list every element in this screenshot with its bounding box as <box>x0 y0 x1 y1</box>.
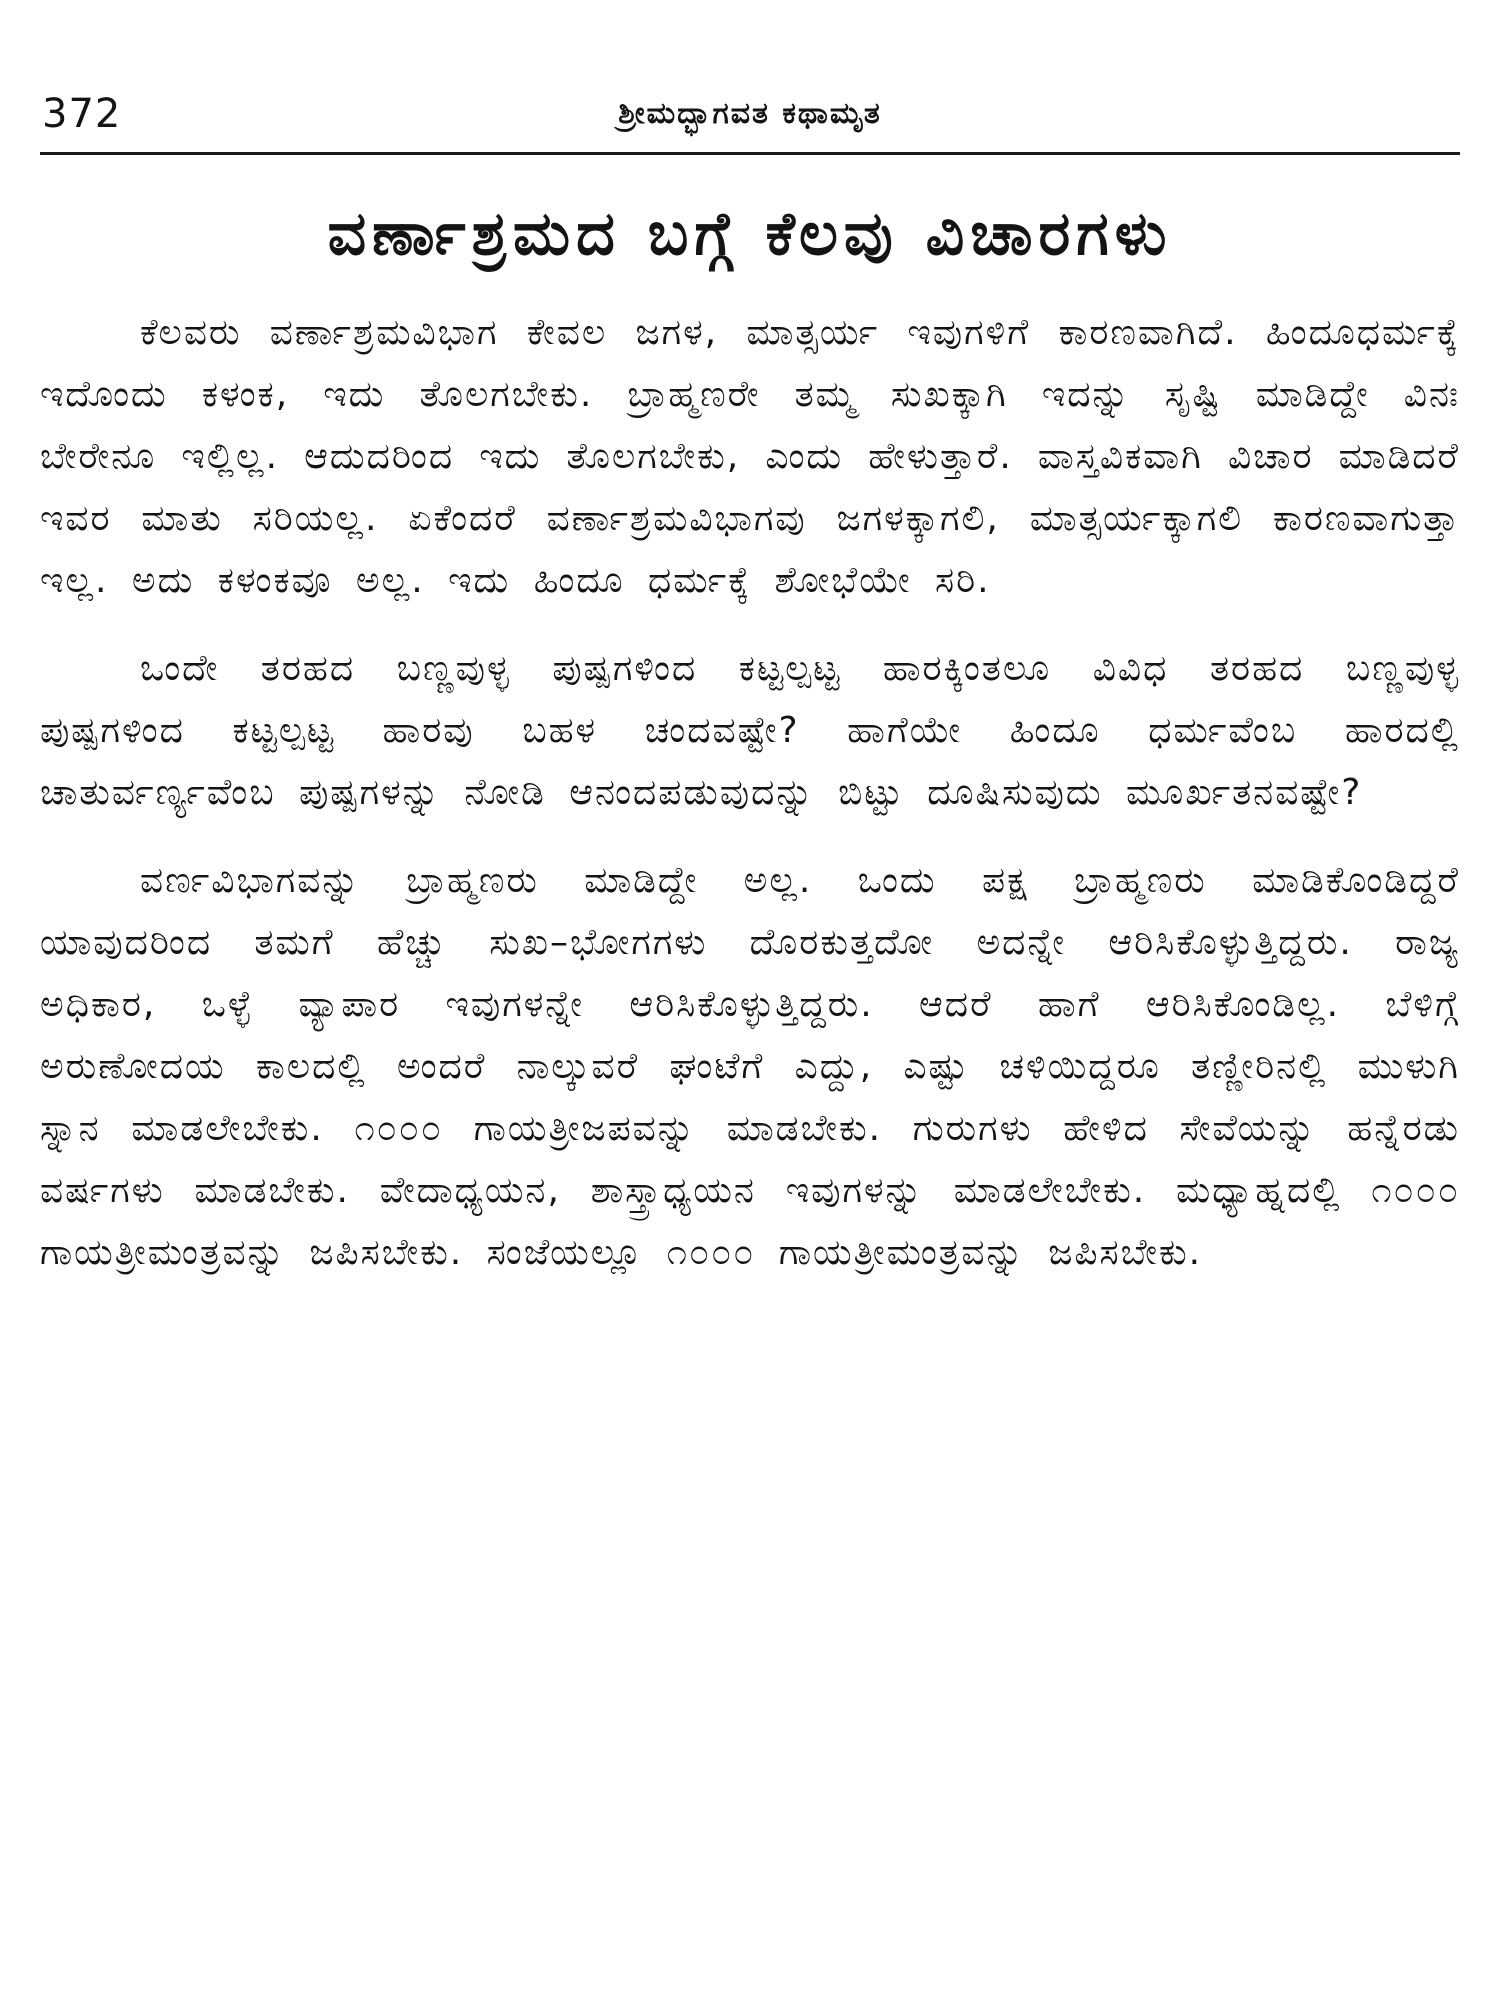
paragraph-1: ಕೆಲವರು ವರ್ಣಾಶ್ರಮವಿಭಾಗ ಕೇವಲ ಜಗಳ, ಮಾತ್ಸರ್ಯ ಇವುಗಳಿಗೆ ಕಾರಣವಾಗಿದೆ. ಹಿಂದೂಧರ್ಮಕ್ಕೆ ಇದೊಂದು ಕಳಂಕ, ಇದು ತೊಲಗಬೇಕು. ಬ್ರಾಹ್ಮಣರೇ ತಮ್ಮ ಸುಖಕ್ಕಾಗಿ ಇದನ್ನು ಸೃಷ್ಟಿ ಮಾಡಿದ್ದೇ ವಿನಃ ಬೇರೇನೂ ಇಲ್ಲಿಲ್ಲ. ಆದುದರಿಂದ ಇದು ತೊಲಗಬೇಕು, ಎಂದು ಹೇಳುತ್ತಾರೆ. ವಾಸ್ತವಿಕವಾಗಿ ವಿಚಾರ ಮಾಡಿದರೆ ಇವರ ಮಾತು ಸರಿಯಲ್ಲ. ಏಕೆಂದರೆ ವರ್ಣಾಶ್ರಮವಿಭಾಗವು ಜಗಳಕ್ಕಾಗಲಿ, ಮಾತ್ಸರ್ಯಕ್ಕಾಗಲಿ ಕಾರಣವಾಗುತ್ತಾ ಇಲ್ಲ. ಅದು ಕಳಂಕವೂ ಅಲ್ಲ. ಇದು ಹಿಂದೂ ಧರ್ಮಕ್ಕೆ ಶೋಭೆಯೇ ಸರಿ. <box>40 312 1460 601</box>
paragraph-2: ಒಂದೇ ತರಹದ ಬಣ್ಣವುಳ್ಳ ಪುಷ್ಪಗಳಿಂದ ಕಟ್ಟಲ್ಪಟ್ಟ ಹಾರಕ್ಕಿಂತಲೂ ವಿವಿಧ ತರಹದ ಬಣ್ಣವುಳ್ಳ ಪುಷ್ಪಗಳಿಂದ ಕಟ್ಟಲ್ಪಟ್ಟ ಹಾರವು ಬಹಳ ಚಂದವಷ್ಟೇ? ಹಾಗೆಯೇ ಹಿಂದೂ ಧರ್ಮವೆಂಬ ಹಾರದಲ್ಲಿ ಚಾತುರ್ವರ್ಣ್ಯವೆಂಬ ಪುಷ್ಪಗಳನ್ನು ನೋಡಿ ಆನಂದಪಡುವುದನ್ನು ಬಿಟ್ಟು ದೂಷಿಸುವುದು ಮೂರ್ಖತನವಷ್ಟೇ? <box>40 648 1460 813</box>
page-number: 372 <box>42 91 122 137</box>
running-header <box>40 60 1460 150</box>
header-rule <box>40 152 1460 155</box>
book-title: ಶ್ರೀಮದ್ಭಾಗವತ ಕಥಾಮೃತ <box>618 96 882 131</box>
paragraph-3: ವರ್ಣವಿಭಾಗವನ್ನು ಬ್ರಾಹ್ಮಣರು ಮಾಡಿದ್ದೇ ಅಲ್ಲ. ಒಂದು ಪಕ್ಷ ಬ್ರಾಹ್ಮಣರು ಮಾಡಿಕೊಂಡಿದ್ದರೆ ಯಾವುದರಿಂದ ತಮಗೆ ಹೆಚ್ಚು ಸುಖ–ಭೋಗಗಳು ದೊರಕುತ್ತದೋ ಅದನ್ನೇ ಆರಿಸಿಕೊಳ್ಳುತ್ತಿದ್ದರು. ರಾಜ್ಯ ಅಧಿಕಾರ, ಒಳ್ಳೆ ವ್ಯಾಪಾರ ಇವುಗಳನ್ನೇ ಆರಿಸಿಕೊಳ್ಳುತ್ತಿದ್ದರು. ಆದರೆ ಹಾಗೆ ಆರಿಸಿಕೊಂಡಿಲ್ಲ. ಬೆಳಿಗ್ಗೆ ಅರುಣೋದಯ ಕಾಲದಲ್ಲಿ ಅಂದರೆ ನಾಲ್ಕುವರೆ ಘಂಟೆಗೆ ಎದ್ದು, ಎಷ್ಟು ಚಳಿಯಿದ್ದರೂ ತಣ್ಣೀರಿನಲ್ಲಿ ಮುಳುಗಿ ಸ್ನಾನ ಮಾಡಲೇಬೇಕು. ೧೦೦೦ ಗಾಯತ್ರೀಜಪವನ್ನು ಮಾಡಬೇಕು. ಗುರುಗಳು ಹೇಳಿದ ಸೇವೆಯನ್ನು ಹನ್ನೆರಡು ವರ್ಷಗಳು ಮಾಡಬೇಕು. ವೇದಾಧ್ಯಯನ, ಶಾಸ್ತ್ರಾಧ್ಯಯನ ಇವುಗಳನ್ನು ಮಾಡಲೇಬೇಕು. ಮಧ್ಯಾಹ್ನದಲ್ಲಿ ೧೦೦೦ ಗಾಯತ್ರೀಮಂತ್ರವನ್ನು ಜಪಿಸಬೇಕು. ಸಂಜೆಯಲ್ಲೂ ೧೦೦೦ ಗಾಯತ್ರೀಮಂತ್ರವನ್ನು ಜಪಿಸಬೇಕು. <box>40 860 1460 1273</box>
book-page <box>40 60 1460 1980</box>
chapter-title: ವರ್ಣಾಶ್ರಮದ ಬಗ್ಗೆ ಕೆಲವು ವಿಚಾರಗಳು <box>327 199 1173 269</box>
body-text <box>40 302 1460 1284</box>
